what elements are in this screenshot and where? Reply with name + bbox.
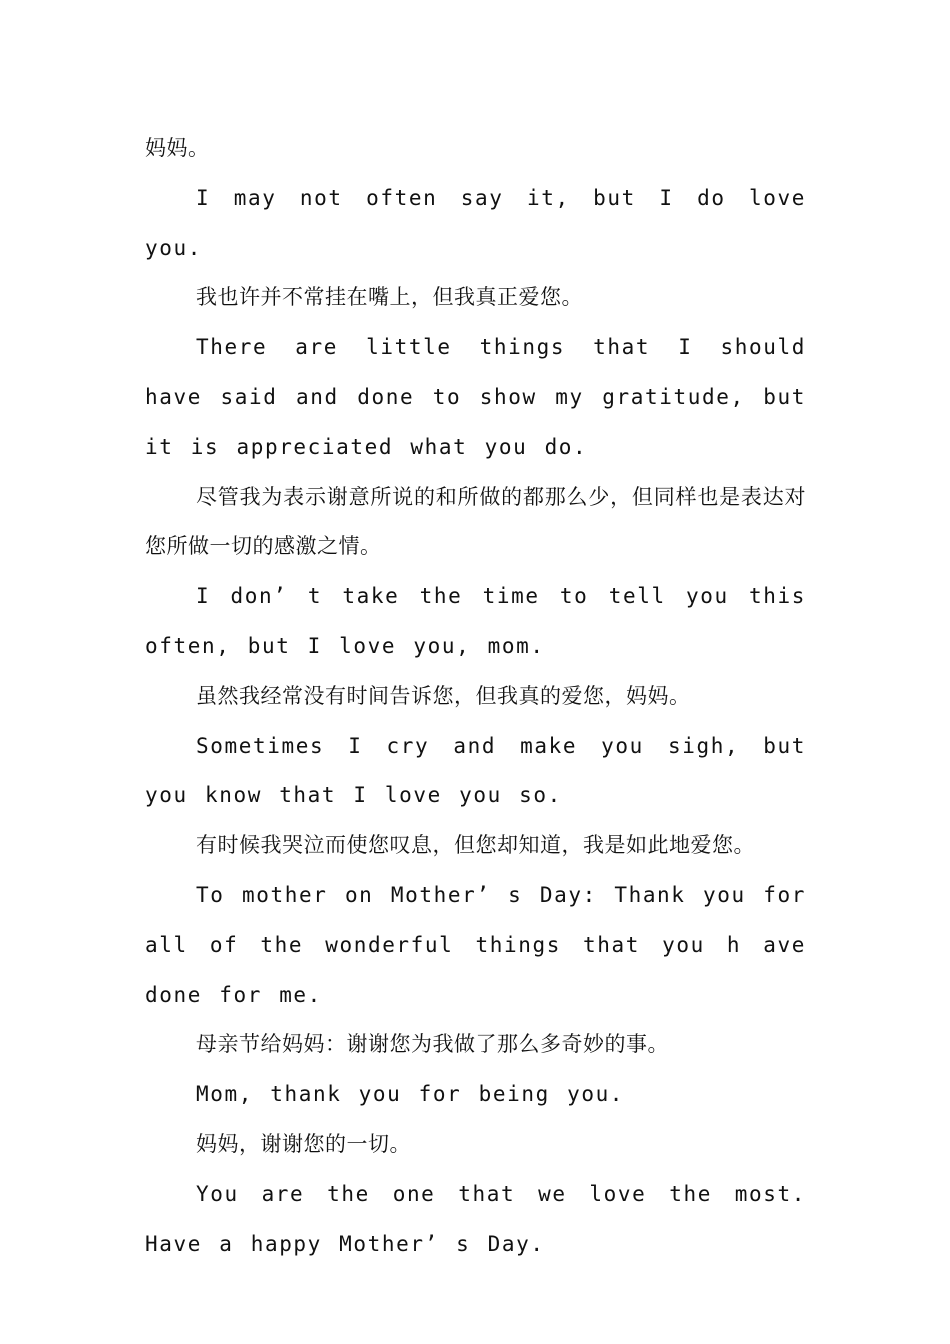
paragraph-chinese: 有时候我哭泣而使您叹息，但您却知道，我是如此地爱您。	[196, 833, 755, 858]
paragraph-chinese: 尽管我为表示谢意所说的和所做的都那么少，但同样也是表达对您所做一切的感激之情。	[145, 484, 806, 559]
paragraph-english: Sometimes I cry and make you sigh, but you know that I love you so.	[145, 733, 806, 808]
paragraph-chinese: 虽然我经常没有时间告诉您，但我真的爱您，妈妈。	[196, 683, 691, 708]
paragraph-chinese: 妈妈，谢谢您的一切。	[196, 1131, 411, 1156]
paragraph-english: I don’ t take the time to tell you this often, but I love you, mom.	[145, 584, 806, 658]
paragraph-english: There are little things that I should have said and done to show my gratitude, but it is appreciated what you do.	[145, 335, 806, 459]
paragraph-chinese: 母亲节给妈妈：谢谢您为我做了那么多奇妙的事。	[196, 1032, 669, 1057]
paragraph-english: You are the one that we love the most. Have a happy Mother’ s Day.	[145, 1181, 806, 1256]
paragraph-chinese: 我也许并不常挂在嘴上，但我真正爱您。	[196, 285, 583, 310]
paragraph-continuation: 妈妈。	[145, 136, 210, 160]
paragraph-english: Mom, thank you for being you.	[196, 1082, 625, 1107]
paragraph-english: I may not often say it, but I do love you.	[145, 185, 806, 260]
paragraph-english: To mother on Mother’ s Day: Thank you for all of the wonderful things that you h ave done for me.	[145, 882, 806, 1007]
document-body	[145, 124, 806, 1269]
